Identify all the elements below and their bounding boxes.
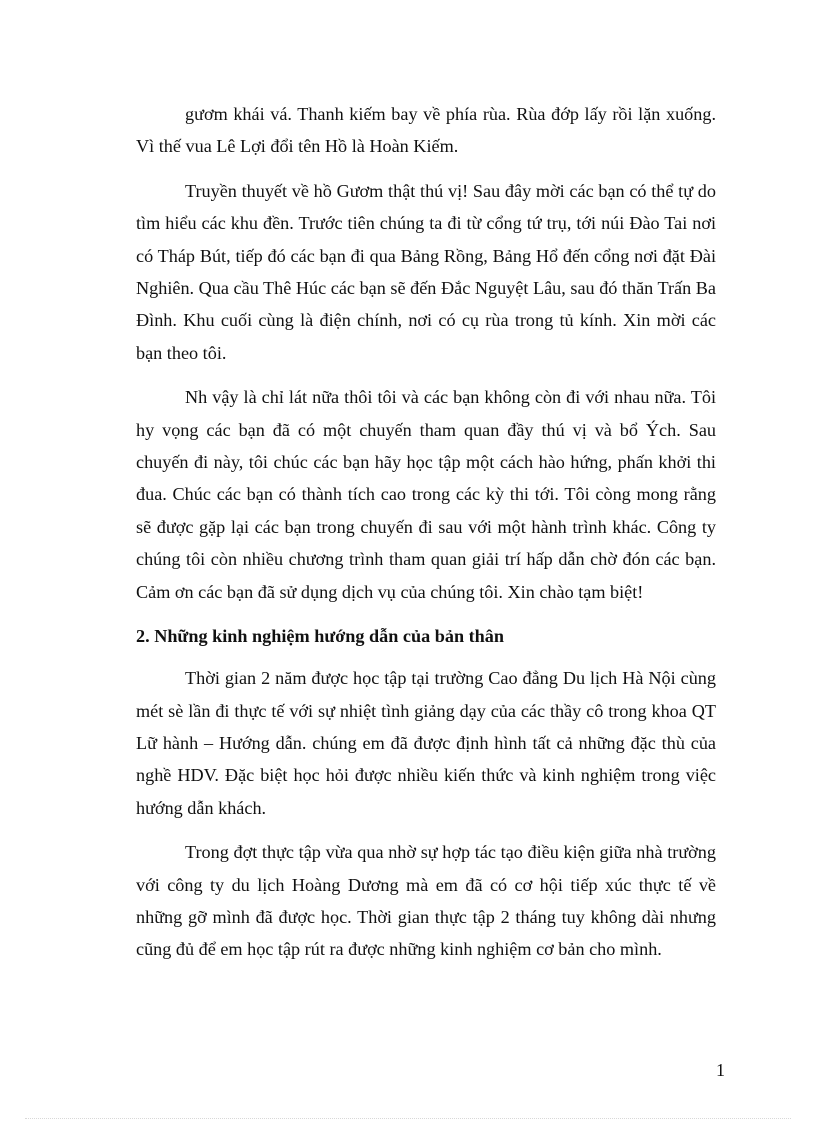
paragraph-study-experience: Thời gian 2 năm được học tập tại trường Cao đẳng Du lịch Hà Nội cùng mét sè lần đi thực tế với sự nhiệt tình giảng dạy của các thầy cô trong khoa QT Lữ hành – Hướng dẫn. chúng em đã được định hình tất cả những đặc thù của nghề HDV. Đặc biệt học hỏi được nhiều kiến thức và kinh nghiệm trong việc hướng dẫn khách. [136,668,716,818]
page-content [136,98,716,978]
paragraph-farewell: Nh vậy là chỉ lát nữa thôi tôi và các bạn không còn đi với nhau nữa. Tôi hy vọng các bạn đã có một chuyến tham quan đầy thú vị và bổ Ých. Sau chuyến đi này, tôi chúc các bạn hãy học tập một cách hào hứng, phấn khởi thi đua. Chúc các bạn có thành tích cao trong các kỳ thi tới. Tôi còng mong rằng sẽ được gặp lại các bạn trong chuyến đi sau với một hành trình khác. Công ty chúng tôi còn nhiều chương trình tham quan giải trí hấp dẫn chờ đón các bạn. Cảm ơn các bạn đã sử dụng dịch vụ của chúng tôi. Xin chào tạm biệt! [136,387,716,602]
paragraph-legend-ending: gươm khái vá. Thanh kiếm bay về phía rùa. Rùa đớp lấy rồi lặn xuống. Vì thế vua Lê Lợi đổi tên Hồ là Hoàn Kiếm. [136,104,716,157]
footer-divider [25,1118,791,1119]
paragraph-internship: Trong đợt thực tập vừa qua nhờ sự hợp tác tạo điều kiện giữa nhà trường với công ty du lịch Hoàng Dương mà em đã có cơ hội tiếp xúc thực tế về những gỡ mình đã được học. Thời gian thực tập 2 tháng tuy không dài nhưng cũng đủ để em học tập rút ra được những kinh nghiệm cơ bản cho mình. [136,842,716,960]
page-number: 1 [716,1060,725,1080]
section-heading: 2. Những kinh nghiệm hướng dẫn của bản thân [136,626,505,647]
paragraph-tour-route: Truyền thuyết về hồ Gươm thật thú vị! Sau đây mời các bạn có thể tự do tìm hiểu các khu đền. Trước tiên chúng ta đi từ cổng tứ trụ, tới núi Đào Tai nơi có Tháp Bút, tiếp đó các bạn đi qua Bảng Rồng, Bảng Hổ đến cổng nơi đặt Đài Nghiên. Qua cầu Thê Húc các bạn sẽ đến Đắc Nguyệt Lâu, sau đó thăn Trấn Ba Đình. Khu cuối cùng là điện chính, nơi có cụ rùa trong tủ kính. Xin mời các bạn theo tôi. [136,180,716,363]
